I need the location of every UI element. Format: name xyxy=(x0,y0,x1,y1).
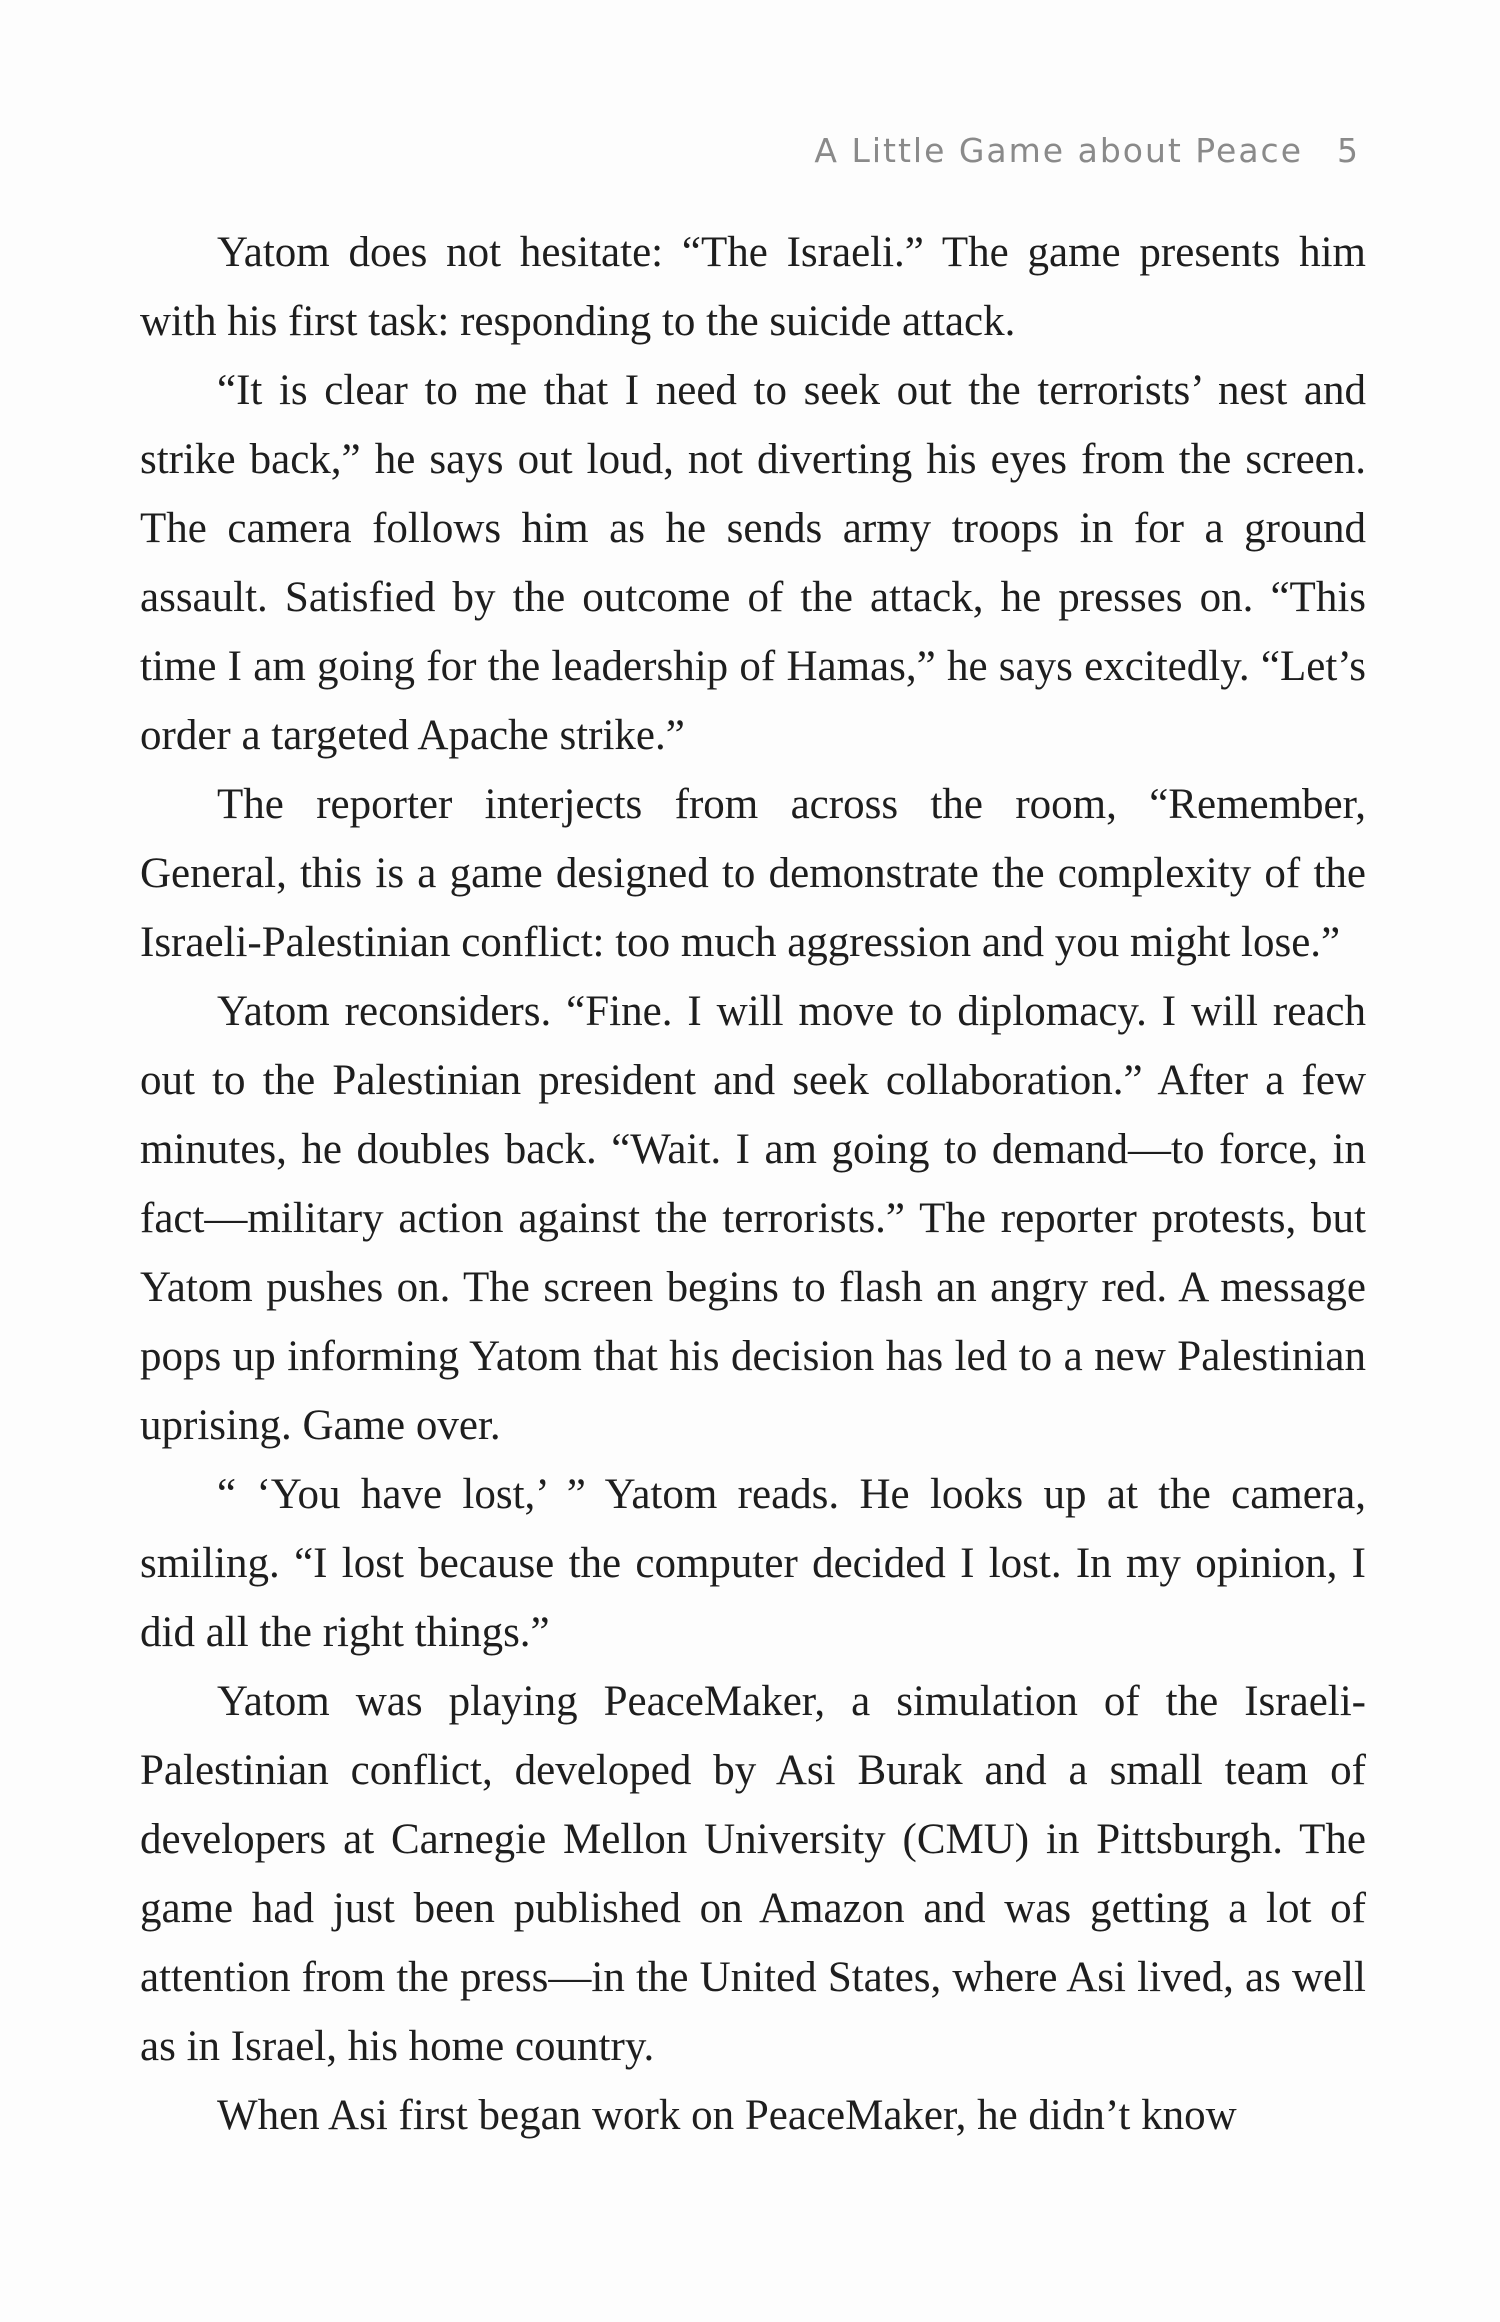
body-text xyxy=(140,218,1366,2150)
paragraph: The reporter interjects from across the room, “Remember, General, this is a game designed to demonstrate the complexity of the Israeli-Palestinian conflict: too much aggression and you might lose.” xyxy=(140,781,1366,966)
running-title: A Little Game about Peace xyxy=(814,131,1303,170)
page-number: 5 xyxy=(1337,131,1360,170)
paragraph: “ ‘You have lost,’ ” Yatom reads. He looks up at the camera, smiling. “I lost because the computer decided I lost. In my opinion, I did all the right things.” xyxy=(140,1471,1366,1656)
paragraph: When Asi first began work on PeaceMaker, he didn’t know xyxy=(217,2092,1237,2139)
paragraph: “It is clear to me that I need to seek out the terrorists’ nest and strike back,” he says out loud, not diverting his eyes from the screen. The camera follows him as he sends army troops in for a ground assault. Satisfied by the outcome of the attack, he presses on. “This time I am going for the leadership of Hamas,” he says excitedly. “Let’s order a targeted Apache strike.” xyxy=(140,367,1366,759)
paragraph: Yatom reconsiders. “Fine. I will move to diplomacy. I will reach out to the Palestinian president and seek collaboration.” After a few minutes, he doubles back. “Wait. I am going to demand—to force, in fact—military action against the terrorists.” The reporter protests, but Yatom pushes on. The screen begins to flash an angry red. A message pops up informing Yatom that his decision has led to a new Palestinian uprising. Game over. xyxy=(140,988,1366,1449)
paragraph: Yatom was playing PeaceMaker, a simulation of the Israeli-Palestinian conflict, developed by Asi Burak and a small team of developers at Carnegie Mellon University (CMU) in Pittsburgh. The game had just been published on Amazon and was getting a lot of attention from the press—in the United States, where Asi lived, as well as in Israel, his home country. xyxy=(140,1678,1366,2070)
paragraph: Yatom does not hesitate: “The Israeli.” The game presents him with his first task: responding to the suicide attack. xyxy=(140,229,1366,345)
running-head xyxy=(814,131,1360,170)
